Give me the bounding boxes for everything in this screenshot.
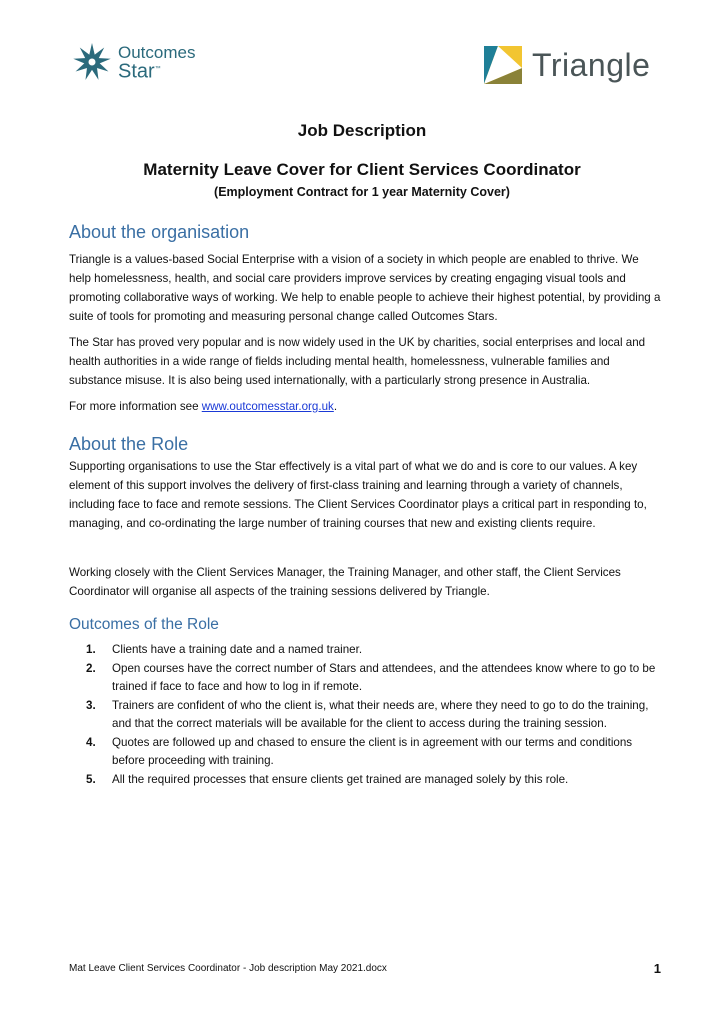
outcomesstar-link[interactable]: www.outcomesstar.org.uk — [201, 400, 334, 413]
footer-filename: Mat Leave Client Services Coordinator - Job description May 2021.docx — [69, 963, 387, 974]
org-paragraph-2: The Star has proved very popular and is now widely used in the UK by charities, social enterprises and local and health authorities in a wide range of fields including mental health, homelessness, vulnerable families and substance misuse. It is also being used internationally, with a particularly strong presence in Australia. — [69, 336, 646, 387]
doc-title: Job Description — [297, 121, 427, 140]
page-number: 1 — [653, 961, 661, 976]
more-info-text: For more information see — [69, 400, 202, 413]
logo-text-triangle: Triangle — [532, 46, 651, 83]
org-paragraph-3 — [69, 397, 661, 416]
outcomes-star-logo — [72, 42, 195, 82]
list-number: 1. — [86, 643, 96, 656]
list-number: 2. — [86, 661, 96, 675]
list-text: Quotes are followed up and chased to ensure the client is in agreement with our terms and conditions before proceeding with training. — [112, 735, 633, 767]
triangle-logo-icon — [484, 46, 522, 84]
heading-about-role: About the Role — [69, 434, 189, 454]
triangle-logo — [484, 46, 650, 84]
list-item — [86, 697, 661, 734]
star-logo-icon — [72, 42, 112, 82]
list-number: 4. — [86, 735, 96, 749]
list-text: Open courses have the correct number of Stars and attendees, and the attendees know where to go to be trained if face to face and how to log in if remote. — [112, 661, 656, 693]
list-item — [86, 660, 661, 697]
list-item — [86, 734, 661, 771]
logo-text-outcomes: Outcomes — [118, 42, 196, 62]
list-text: All the required processes that ensure clients get trained are managed solely by this role. — [112, 772, 569, 786]
logo-text-star: Star — [118, 60, 155, 83]
outcomes-list — [86, 641, 661, 789]
heading-outcomes-of-role: Outcomes of the Role — [69, 616, 219, 633]
role-paragraph-1: Supporting organisations to use the Star effectively is a vital part of what we do and is core to our values. A key element of this support involves the delivery of first-class training and learning through a variety of channels, including face to face and remote sessions. The Client Services Coordinator plays a critical part in responding to, managing, and co-ordinating the large number of training courses that new and existing clients require. — [69, 460, 647, 530]
heading-about-organisation: About the organisation — [69, 222, 250, 242]
list-number: 5. — [86, 772, 96, 786]
doc-subtitle: Maternity Leave Cover for Client Services Coordinator — [143, 160, 581, 179]
page-footer — [69, 963, 661, 976]
list-text: Trainers are confident of who the client is, what their needs are, where they need to go to do the training, and that the correct materials will be available for the client to access during the training session. — [112, 698, 649, 730]
list-item — [86, 641, 661, 660]
org-paragraph-1: Triangle is a values-based Social Enterprise with a vision of a society in which people are enabled to thrive. We help homelessness, health, and social care providers improve services by creating engaging visual tools and promoting collaborative ways of working. We help to enable people to achieve their highest potential, by providing a suite of tools for promoting and measuring personal change called Outcomes Stars. — [69, 253, 661, 323]
doc-contract-note: (Employment Contract for 1 year Maternity Cover) — [214, 185, 510, 199]
list-item — [86, 771, 661, 790]
period: . — [333, 400, 338, 413]
list-text: Clients have a training date and a named trainer. — [112, 643, 363, 656]
list-number: 3. — [86, 698, 96, 712]
role-paragraph-2: Working closely with the Client Services Manager, the Training Manager, and other staff, the Client Services Coordinator will organise all aspects of the training sessions delivered by Triangle. — [69, 566, 621, 598]
trademark: ™ — [154, 65, 161, 72]
